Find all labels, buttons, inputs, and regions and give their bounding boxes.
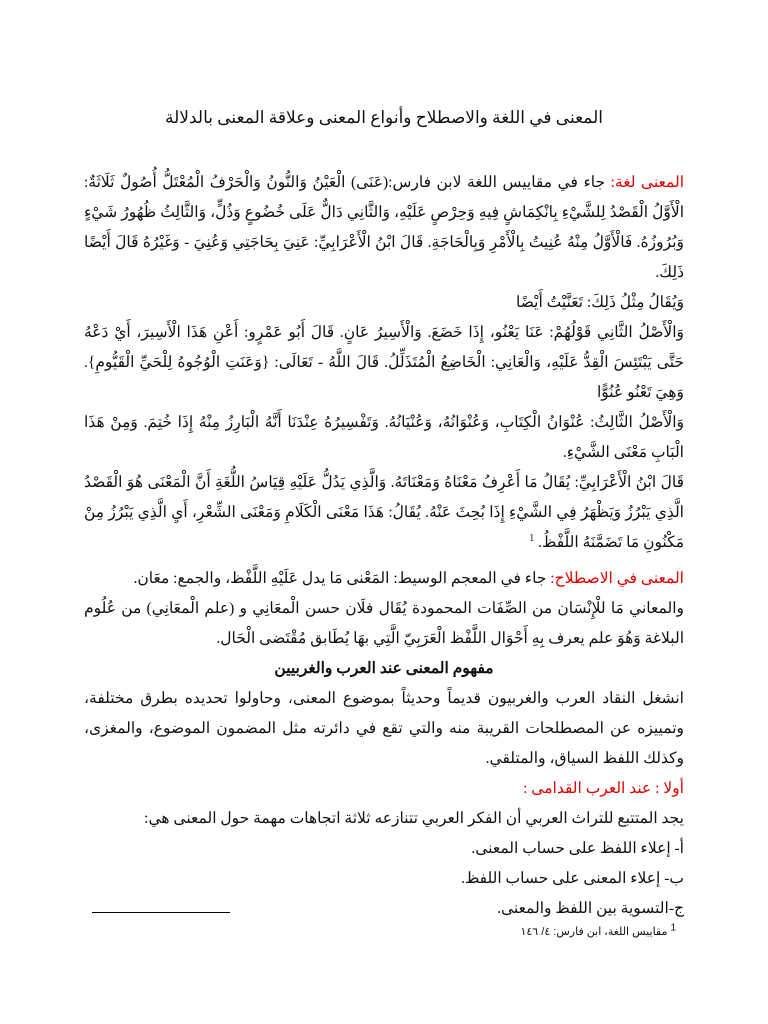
paragraph-lexical-meaning [84, 168, 684, 288]
text-line: الْقَصْدُ لِلشَّيْءِ بِانْكِمَاشٍ فِيهِ وَحِرْصٍ عَلَيْهِ، وَالثَّانِي دَالٌّ عَلَى خُضُوعٍ وَذُلٍّ، وَالثَّالِثُ ظُهُورُ شَيْءٍ وَبُرُوزُهُ. [84, 204, 684, 251]
list-item: ج-التسوية بين اللفظ والمعنى. [497, 900, 684, 917]
list-item: ب- إعلاء المعنى على حساب اللفظ. [461, 870, 684, 887]
footnote-separator [92, 912, 230, 913]
text-line: جاء في المعجم الوسيط: المَعْنى مَا يدل عَلَيْهِ اللَّفْظ، والجمع: معَان. [133, 570, 547, 587]
text-line: حَتَّى يَبْتَئِسَ الْقِدُّ عَلَيْهِ، وَالْعَانِي: الْخَاضِعُ الْمُتَذَلِّلُ. قَالَ اللَّهُ - تَعَالَى: {وَعَنَتِ الْوُجُوهُ لِلْحَيِّ الْقَيُّومِ}. وَهِيَ [84, 354, 684, 401]
text-line: انشغل النقاد العرب والغربيون قديماً وحديثاً بموضوع المعنى، وحاولوا تحديده بطرق مختلفة، وتمييزه [84, 690, 684, 737]
text-line: مَا تَضَمَّنَهُ اللَّفْظُ. [538, 534, 640, 551]
footnote-text: مقاييس اللغة، ابن فارس: ٤/ ١٤٦ [520, 926, 668, 938]
text-line: جاء في مقاييس اللغة لابن فارس:(عَنَى) الْعَيْنُ وَالنُّونُ وَالْحَرْفُ الْمُعْتَلُّ أُصُولٌ ثَلَاثَةٌ: الْأَوَّلُ [84, 174, 685, 221]
page-title: المعنى في اللغة والاصطلاح وأنواع المعنى وعلاقة المعنى بالدلالة [164, 108, 603, 127]
text-line: فَالْأَوَّلُ مِنْهُ عُنِيتُ بِالْأَمْرِ وَبِالْحَاجَةِ. قَالَ ابْنُ الْأَعْرَابِيِّ: عَنِيَ بِحَاجَتِي وَعُنِيَ - وَغَيْرُهُ قَالَ أَيْضًا ذَلِكَ. [84, 234, 684, 281]
footnote-number: 1 [670, 922, 676, 934]
paragraph-intro: يجد المتتبع للتراث العربي أن الفكر العربي تتنازعه ثلاثة اتجاهات مهمة حول المعنى هي: [144, 810, 684, 827]
footnote [520, 924, 676, 940]
text-line: وَهُوَ علم يعرف بِهِ أَحْوَال اللَّفْظ الْعَرَبِيّ الَّتِي بهَا يُطَابق مُقْتَضى الْحَال. [216, 630, 641, 647]
paragraph-second-root [84, 318, 684, 408]
terminological-meaning-label: المعنى في الاصطلاح: [550, 570, 684, 587]
text-line: قَالَ ابْنُ الْأَعْرَابِيِّ: يُقَالُ مَا أَعْرِفُ مَعْنَاهُ وَمَعْنَاتَهُ. وَالَّذِي يَدُلُّ عَلَيْهِ قِيَاسُ اللُّغَةِ أَنَّ الْمَعْنَى هُوَ الْقَصْدُ الَّذِي [84, 474, 684, 521]
text-line: وَيُقَالُ مِثْلُ ذَلِكَ: تَعَنَّيْتُ أَيْضًا [516, 294, 684, 311]
text-line: مَعْنَى الشَّيْءِ. [562, 444, 648, 461]
lexical-meaning-label: المعنى لغة: [610, 174, 684, 191]
text-line: وَالْأَصْلُ الثَّانِي قَوْلُهُمْ: عَنَا يَعْنُو، إِذَا خَضَعَ. وَالْأَسِيرُ عَانٍ. قَالَ أَبُو عَمْرٍو: أَعْنِ هَذَا الْأَسِيرَ، أَيْ دَعْهُ [84, 324, 684, 341]
text-line: يَبْرُزُ وَيَظْهَرُ فِي الشَّيْءِ إِذَا بُحِثَ عَنْهُ. يُقَالُ: هَذَا مَعْنَى الْكَلَامِ وَمَعْنَى الشِّعْرِ، أَيِ الَّذِي يَبْرُزُ مِنْ مَكْنُونِ [84, 504, 684, 551]
list-item: أ- إعلاء اللفظ على حساب المعنى. [471, 840, 684, 857]
paragraph-third-root [84, 408, 684, 468]
subsection-heading: أولا : عند العرب القدامى : [523, 780, 684, 797]
text-line: والمعاني مَا للْإِنْسَان من الصِّفَات المحمودة يُقَال فلَان حسن الْمعَانِي و (علم الْمعَانِي) من عُلُوم البلاغة [84, 600, 684, 647]
paragraph-terminological-meaning [84, 564, 684, 594]
paragraph-concept [84, 684, 684, 774]
text-line: عن المصطلحات القريبة منه والتي تقع في دائرته مثل المضمون الموضوع، والمغزى، وكذلك اللفظ [84, 720, 684, 767]
text-line: وَالْأَصْلُ الثَّالِثُ: عُنْوَانُ الْكِتَابِ، وَعُنْوَانُهُ، وَعُنْيَانُهُ. وَتَفْسِيرُهُ عِنْدَنَا أَنَّهُ الْبَارِزُ مِنْهُ إِذَا خُتِمَ. وَمِنْ هَذَا الْبَابِ [84, 414, 684, 461]
paragraph-meanings [84, 594, 684, 654]
text-line: السياق، والمتلقي. [485, 750, 599, 767]
document-body [84, 168, 684, 924]
paragraph-ibn-alarabi [84, 468, 684, 558]
text-line: تَعْنُو عُنُوًّا [596, 384, 652, 401]
footnote-reference[interactable]: 1 [529, 532, 535, 544]
section-heading: مفهوم المعنى عند العرب والغربيين [274, 660, 494, 677]
